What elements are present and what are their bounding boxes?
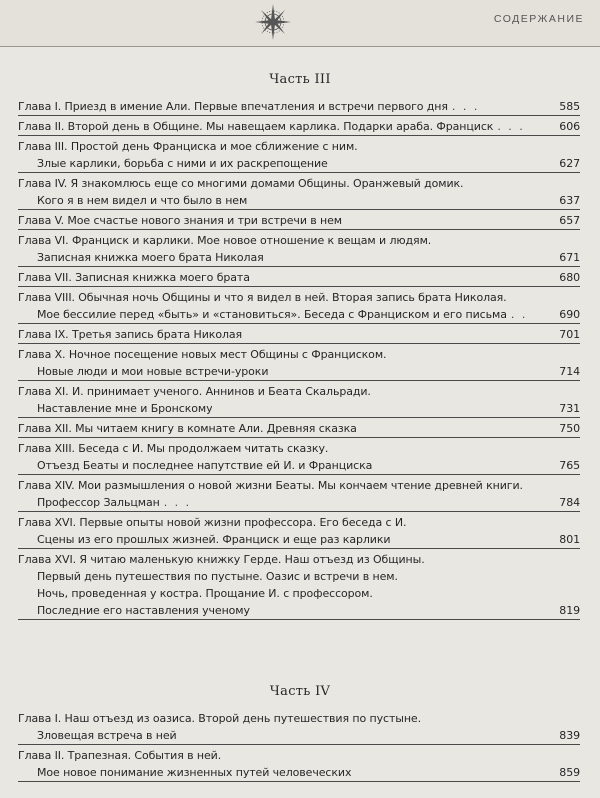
toc-entry-text: Отъезд Беаты и последнее напутствие ей И. и Франциска [37,459,373,472]
page-number: 606 [559,120,580,133]
toc-entry[interactable] [18,96,580,116]
page-number: 690 [559,308,580,321]
toc-entry[interactable] [18,287,580,324]
toc-entry[interactable] [18,549,580,620]
dot-leader [250,269,556,286]
toc-entry-text: Глава VIII. Обычная ночь Общины и что я видел в ней. Вторая запись брата Николая. [18,291,507,304]
page-number: 657 [559,214,580,227]
toc-entry[interactable] [18,324,580,344]
toc-entry[interactable] [18,512,580,549]
toc-entry[interactable] [18,116,580,136]
header-divider [0,46,600,47]
page-number: 671 [559,251,580,264]
toc-entry[interactable] [18,475,580,512]
page-number: 731 [559,402,580,415]
toc-entry-text: Глава X. Ночное посещение новых мест Общины с Франциском. [18,348,387,361]
toc-entry-text: Злые карлики, борьба с ними и их раскрепощение [37,157,328,170]
toc-entry-text: Глава VI. Франциск и карлики. Мое новое отношение к вещам и людям. [18,234,432,247]
dot-leader [264,249,556,266]
dot-leader [212,400,556,417]
toc-entry-text: Новые люди и мои новые встречи-уроки [37,365,269,378]
dot-leader [247,192,556,209]
dot-leader [250,602,556,619]
page-number: 859 [559,766,580,779]
dot-leader [242,326,556,343]
toc-entry-text: Глава I. Наш отъезд из оазиса. Второй день путешествия по пустыне. [18,712,422,725]
toc-entry-text: Глава XII. Мы читаем книгу в комнате Али. Древняя сказка [18,422,357,435]
toc-entry-text: Первый день путешествия по пустыне. Оазис и встречи в нем. [37,570,398,583]
page-number: 680 [559,271,580,284]
toc-entry-text: Глава XVI. Первые опыты новой жизни профессора. Его беседа с И. [18,516,407,529]
toc-entry-text: Зловещая встреча в ней [37,729,177,742]
toc-entry-text: Глава XI. И. принимает ученого. Аннинов и Беата Скальради. [18,385,371,398]
toc-entry-text: Сцены из его прошлых жизней. Франциск и еще раз карлики [37,533,391,546]
toc-entry[interactable] [18,745,580,782]
toc-entry-text: Глава II. Второй день в Общине. Мы навещаем карлика. Подарки араба. Франциск [18,120,494,133]
dot-leader [372,457,556,474]
toc-entry-text: Глава IX. Третья запись брата Николая [18,328,243,341]
page-number: 801 [559,533,580,546]
toc-entry-text: Профессор Зальцман [37,496,160,509]
toc-entry-text: Кого я в нем видел и что было в нем [37,194,248,207]
toc-entry[interactable] [18,136,580,173]
page-number: 750 [559,422,580,435]
dot-leader [177,727,556,744]
part-title: Часть IV [269,684,331,699]
page-number: 585 [559,100,580,113]
toc-entry[interactable] [18,267,580,287]
toc-entry[interactable] [18,418,580,438]
toc-list [18,708,580,782]
toc-entry-text: Наставление мне и Бронскому [37,402,213,415]
toc-entry-text: Глава VII. Записная книжка моего брата [18,271,250,284]
dot-leader [268,363,556,380]
toc-entry[interactable] [18,230,580,267]
toc-entry-text: Глава V. Мое счастье нового знания и три встречи в нем [18,214,343,227]
page-number: 701 [559,328,580,341]
toc-entry-text: Глава III. Простой день Франциска и мое сближение с ним. [18,140,358,153]
toc-entry-text: Записная книжка моего брата Николая [37,251,264,264]
toc-list [18,96,580,620]
toc-entry-text: Глава II. Трапезная. События в ней. [18,749,222,762]
dot-leader [328,155,556,172]
dot-leader: . . . [163,496,192,509]
section-title: СОДЕРЖАНИЕ [493,13,584,25]
toc-entry-text: Глава I. Приезд в имение Али. Первые впечатления и встречи первого дня [18,100,448,113]
page-number: 839 [559,729,580,742]
page-number: 627 [559,157,580,170]
toc-entry[interactable] [18,210,580,230]
part-title: Часть III [269,72,331,87]
dot-leader: . . . [451,100,480,113]
toc-entry-text: Ночь, проведенная у костра. Прощание И. с профессором. [37,587,373,600]
dot-leader: . . . [497,120,525,133]
toc-entry[interactable] [18,438,580,475]
dot-leader [390,531,556,548]
page-number: 765 [559,459,580,472]
toc-entry[interactable] [18,344,580,381]
toc-entry-text: Мое бессилие перед «быть» и «становиться». Беседа с Франциском и его письма [37,308,507,321]
toc-entry-text: Глава IV. Я знакомлюсь еще со многими домами Общины. Оранжевый домик. [18,177,464,190]
toc-entry-text: Глава XIII. Беседа с И. Мы продолжаем читать сказку. [18,442,329,455]
toc-entry-text: Глава XIV. Мои размышления о новой жизни Беаты. Мы кончаем чтение древней книги. [18,479,523,492]
toc-entry-text: Последние его наставления ученому [37,604,250,617]
page-number: 637 [559,194,580,207]
toc-entry[interactable] [18,381,580,418]
toc-entry-text: Глава XVI. Я читаю маленькую книжку Герде. Наш отъезд из Общины. [18,553,425,566]
dot-leader [351,764,556,781]
page-number: 819 [559,604,580,617]
page-number: 784 [559,496,580,509]
compass-rose-icon [251,3,295,41]
dot-leader [342,212,556,229]
toc-entry-text: Мое новое понимание жизненных путей человеческих [37,766,352,779]
toc-entry[interactable] [18,173,580,210]
dot-leader [357,420,556,437]
page-number: 714 [559,365,580,378]
toc-entry[interactable] [18,708,580,745]
dot-leader: . . [510,308,528,321]
